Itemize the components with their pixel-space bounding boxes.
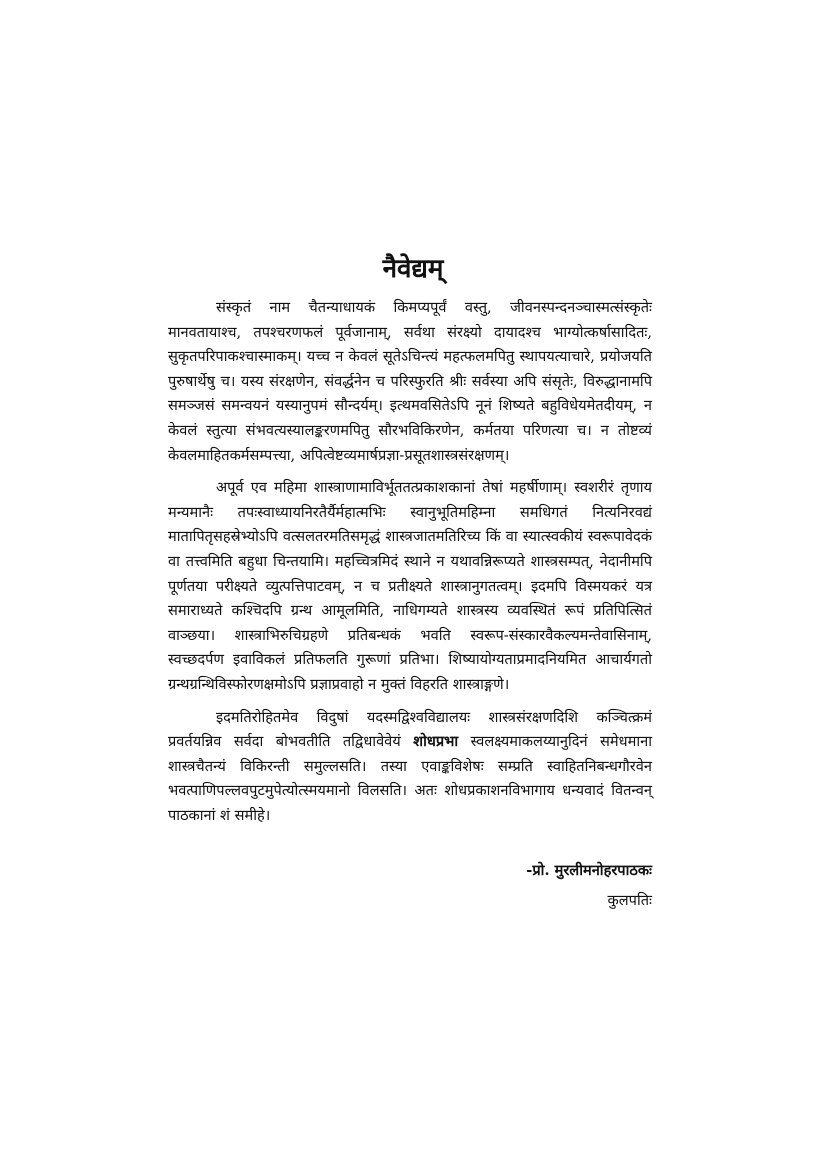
body-text <box>168 296 652 836</box>
paragraph-3-text-before: इदमतिरोहितमेव विदुषां यदस्मद्विश्वविद्यालयः शास्त्रसंरक्षणदिशि कञ्चित्क्रमं प्रवर्तयन्निव सर्वदा बोभवतीति तद्विधावेवेयं <box>168 708 652 751</box>
page-title: नैवेद्यम् <box>382 254 444 284</box>
paragraph-3-text-after: स्वलक्ष्यमाकलय्यानुदिनं समेधमाना शास्त्रचैतन्यं विकिरन्ती समुल्लसति। तस्या एवाङ्कविशेषः सम्प्रति स्वाहितनिबन्धगौरवेन भवत्पाणिपल्लवपुटमुपेत्योत्स्मयमानो विलसति। अतः शोधप्रकाशनविभागाय धन्यवादं वितन्वन् पाठकानां शं समीहे। <box>168 733 652 824</box>
paragraph-1: संस्कृतं नाम चैतन्याधायकं किमप्यपूर्वं वस्तु, जीवनस्पन्दनञ्चास्मत्संस्कृतेः मानवतायाश्च, तपश्चरणफलं पूर्वजानाम्, सर्वथा संरक्ष्यो दायादश्च भाग्योत्कर्षासादितः, सुकृतपरिपाकश्चास्माकम्। यच्च न केवलं सूतेऽचिन्त्यं महत्फलमपितु स्थापयत्याचारे, प्रयोजयति पुरुषार्थेषु च। यस्य संरक्षणेन, संवर्द्धनेन च परिस्फुरति श्रीः सर्वस्या अपि संसृतेः, विरुद्धानामपि समञ्जसं समन्वयनं यस्यानुपमं सौन्दर्यम्। इत्थमवसितेऽपि नूनं शिष्यते बहुविधेयमेतदीयम्, न केवलं स्तुत्या संभवत्यस्यालङ्करणमपितु सौरभविकिरणेन, कर्मतया परिणत्या च। न तोष्टव्यं केवलमाहितकर्मसम्पत्त्या, अपित्वेष्टव्यमार्षप्रज्ञा-प्रसूतशास्त्रसंरक्षणम्। <box>168 299 652 464</box>
signature-designation: कुलपतिः <box>607 892 652 909</box>
paragraph-2: अपूर्व एव महिमा शास्त्राणामाविर्भूततत्प्रकाशकानां तेषां महर्षीणाम्। स्वशरीरं तृणाय मन्यमानैः तपःस्वाध्यायनिरतैर्यैर्महात्मभिः स्वानुभूतिमहिम्ना समधिगतं नित्यनिरवद्यं मातापितृसहस्रेभ्योऽपि वत्सलतरमतिसमृद्धं शास्त्रजातमतिरिच्य किं वा स्यात्स्वकीयं स्वरूपावेदकं वा तत्त्वमिति बहुधा चिन्तयामि। महच्चित्रमिदं स्थाने न यथावन्निरूप्यते शास्त्रसम्पत्, नेदानीमपि पूर्णतया परीक्ष्यते व्युत्पत्तिपाटवम्, न च प्रतीक्ष्यते शास्त्रानुगतत्वम्। इदमपि विस्मयकरं यत्र समाराध्यते कश्चिदपि ग्रन्थ आमूलमिति, नाधिगम्यते शास्त्रस्य व्यवस्थितं रूपं प्रतिपित्सितं वाञ्छया। शास्त्राभिरुचिग्रहणे प्रतिबन्धकं भवति स्वरूप-संस्कारवैकल्यमन्तेवासिनाम्, स्वच्छदर्पण इवाविकलं प्रतिफलति गुरूणां प्रतिभा। शिष्यायोग्यताप्रमादनियमित आचार्यगतो ग्रन्थग्रन्थिविस्फोरणक्षमोऽपि प्रज्ञाप्रवाहो न मुक्तं विहरति शास्त्राङ्गणे। <box>168 479 652 693</box>
signature-name: -प्रो. मुरलीमनोहरपाठकः <box>526 862 652 879</box>
journal-name: शोधप्रभा <box>413 733 459 751</box>
paragraph-3 <box>168 706 652 829</box>
signature-block <box>168 856 652 916</box>
